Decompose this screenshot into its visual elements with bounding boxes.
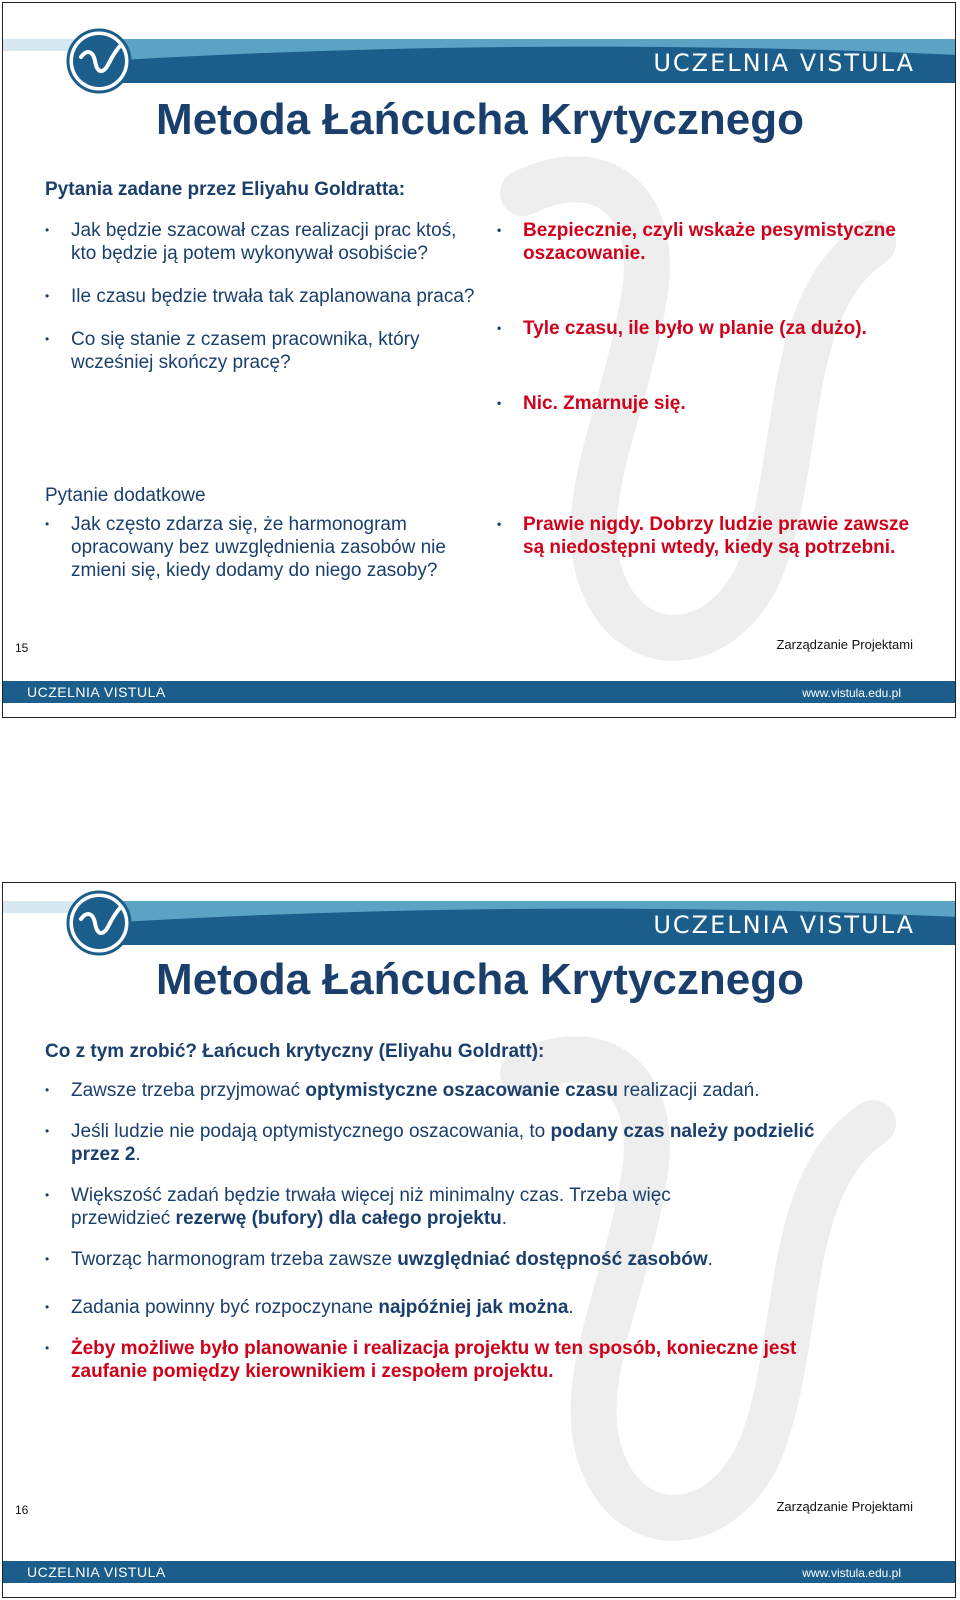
vistula-logo-icon — [65, 27, 133, 95]
question-item: • Ile czasu będzie trwała tak zaplanowana praca? — [45, 285, 475, 308]
solution-item: • Większość zadań będzie trwała więcej niż minimalny czas. Trzeba więc przewidzieć rezerwę (bufory) dla całego projektu. — [45, 1184, 771, 1230]
vistula-logo-icon — [65, 889, 133, 957]
footer-url: www.vistula.edu.pl — [802, 1566, 901, 1580]
solution-item-emphasis: • Żeby możliwe było planowanie i realizacja projektu w ten sposób, konieczne jest zaufanie pomiędzy kierownikiem i zespołem projektu. — [45, 1337, 871, 1383]
brand-name-footer: UCZELNIA VISTULA — [27, 1564, 166, 1580]
page-number: 15 — [15, 641, 29, 655]
extra-answer-list — [497, 513, 917, 559]
question-item: • Co się stanie z czasem pracownika, który wcześniej skończy pracę? — [45, 328, 475, 374]
brand-name-footer: UCZELNIA VISTULA — [27, 684, 166, 700]
solution-item: • Zawsze trzeba przyjmować optymistyczne oszacowanie czasu realizacji zadań. — [45, 1079, 905, 1102]
solution-item: • Jeśli ludzie nie podają optymistycznego oszacowania, to podany czas należy podzielić przez 2. — [45, 1120, 831, 1166]
slide-16 — [2, 882, 956, 1598]
answers-list — [497, 219, 917, 415]
extra-answer-item: • Prawie nigdy. Dobrzy ludzie prawie zawsze są niedostępni wtedy, kiedy są potrzebni. — [497, 513, 917, 559]
answer-item: • Tyle czasu, ile było w planie (za dużo). — [497, 317, 917, 340]
solution-heading: Co z tym zrobić? Łańcuch krytyczny (Eliyahu Goldratt): — [45, 1041, 545, 1062]
question-item: • Jak będzie szacował czas realizacji prac ktoś, kto będzie ją potem wykonywał osobiście? — [45, 219, 475, 265]
brand-name-header: UCZELNIA VISTULA — [653, 911, 915, 939]
page-number: 16 — [15, 1503, 29, 1517]
solution-item: • Tworząc harmonogram trzeba zawsze uwzględniać dostępność zasobów. — [45, 1248, 905, 1271]
extra-question-item: • Jak często zdarza się, że harmonogram opracowany bez uwzględnienia zasobów nie zmieni się, kiedy dodamy do niego zasoby? — [45, 513, 465, 582]
slide-15 — [2, 2, 956, 718]
solution-item: • Zadania powinny być rozpoczynane najpóźniej jak można. — [45, 1296, 905, 1319]
extra-question-list — [45, 513, 465, 582]
slide-title: Metoda Łańcucha Krytycznego — [156, 95, 804, 144]
questions-list — [45, 219, 475, 374]
course-name: Zarządzanie Projektami — [776, 637, 913, 652]
course-name: Zarządzanie Projektami — [776, 1499, 913, 1514]
slide-title: Metoda Łańcucha Krytycznego — [156, 955, 804, 1004]
brand-name-header: UCZELNIA VISTULA — [653, 49, 915, 77]
questions-heading: Pytania zadane przez Eliyahu Goldratta: — [45, 179, 406, 200]
answer-item: • Nic. Zmarnuje się. — [497, 392, 917, 415]
answer-item: • Bezpiecznie, czyli wskaże pesymistyczne oszacowanie. — [497, 219, 917, 265]
solution-list — [45, 1079, 905, 1383]
extra-question-heading: Pytanie dodatkowe — [45, 485, 206, 506]
footer-url: www.vistula.edu.pl — [802, 686, 901, 700]
